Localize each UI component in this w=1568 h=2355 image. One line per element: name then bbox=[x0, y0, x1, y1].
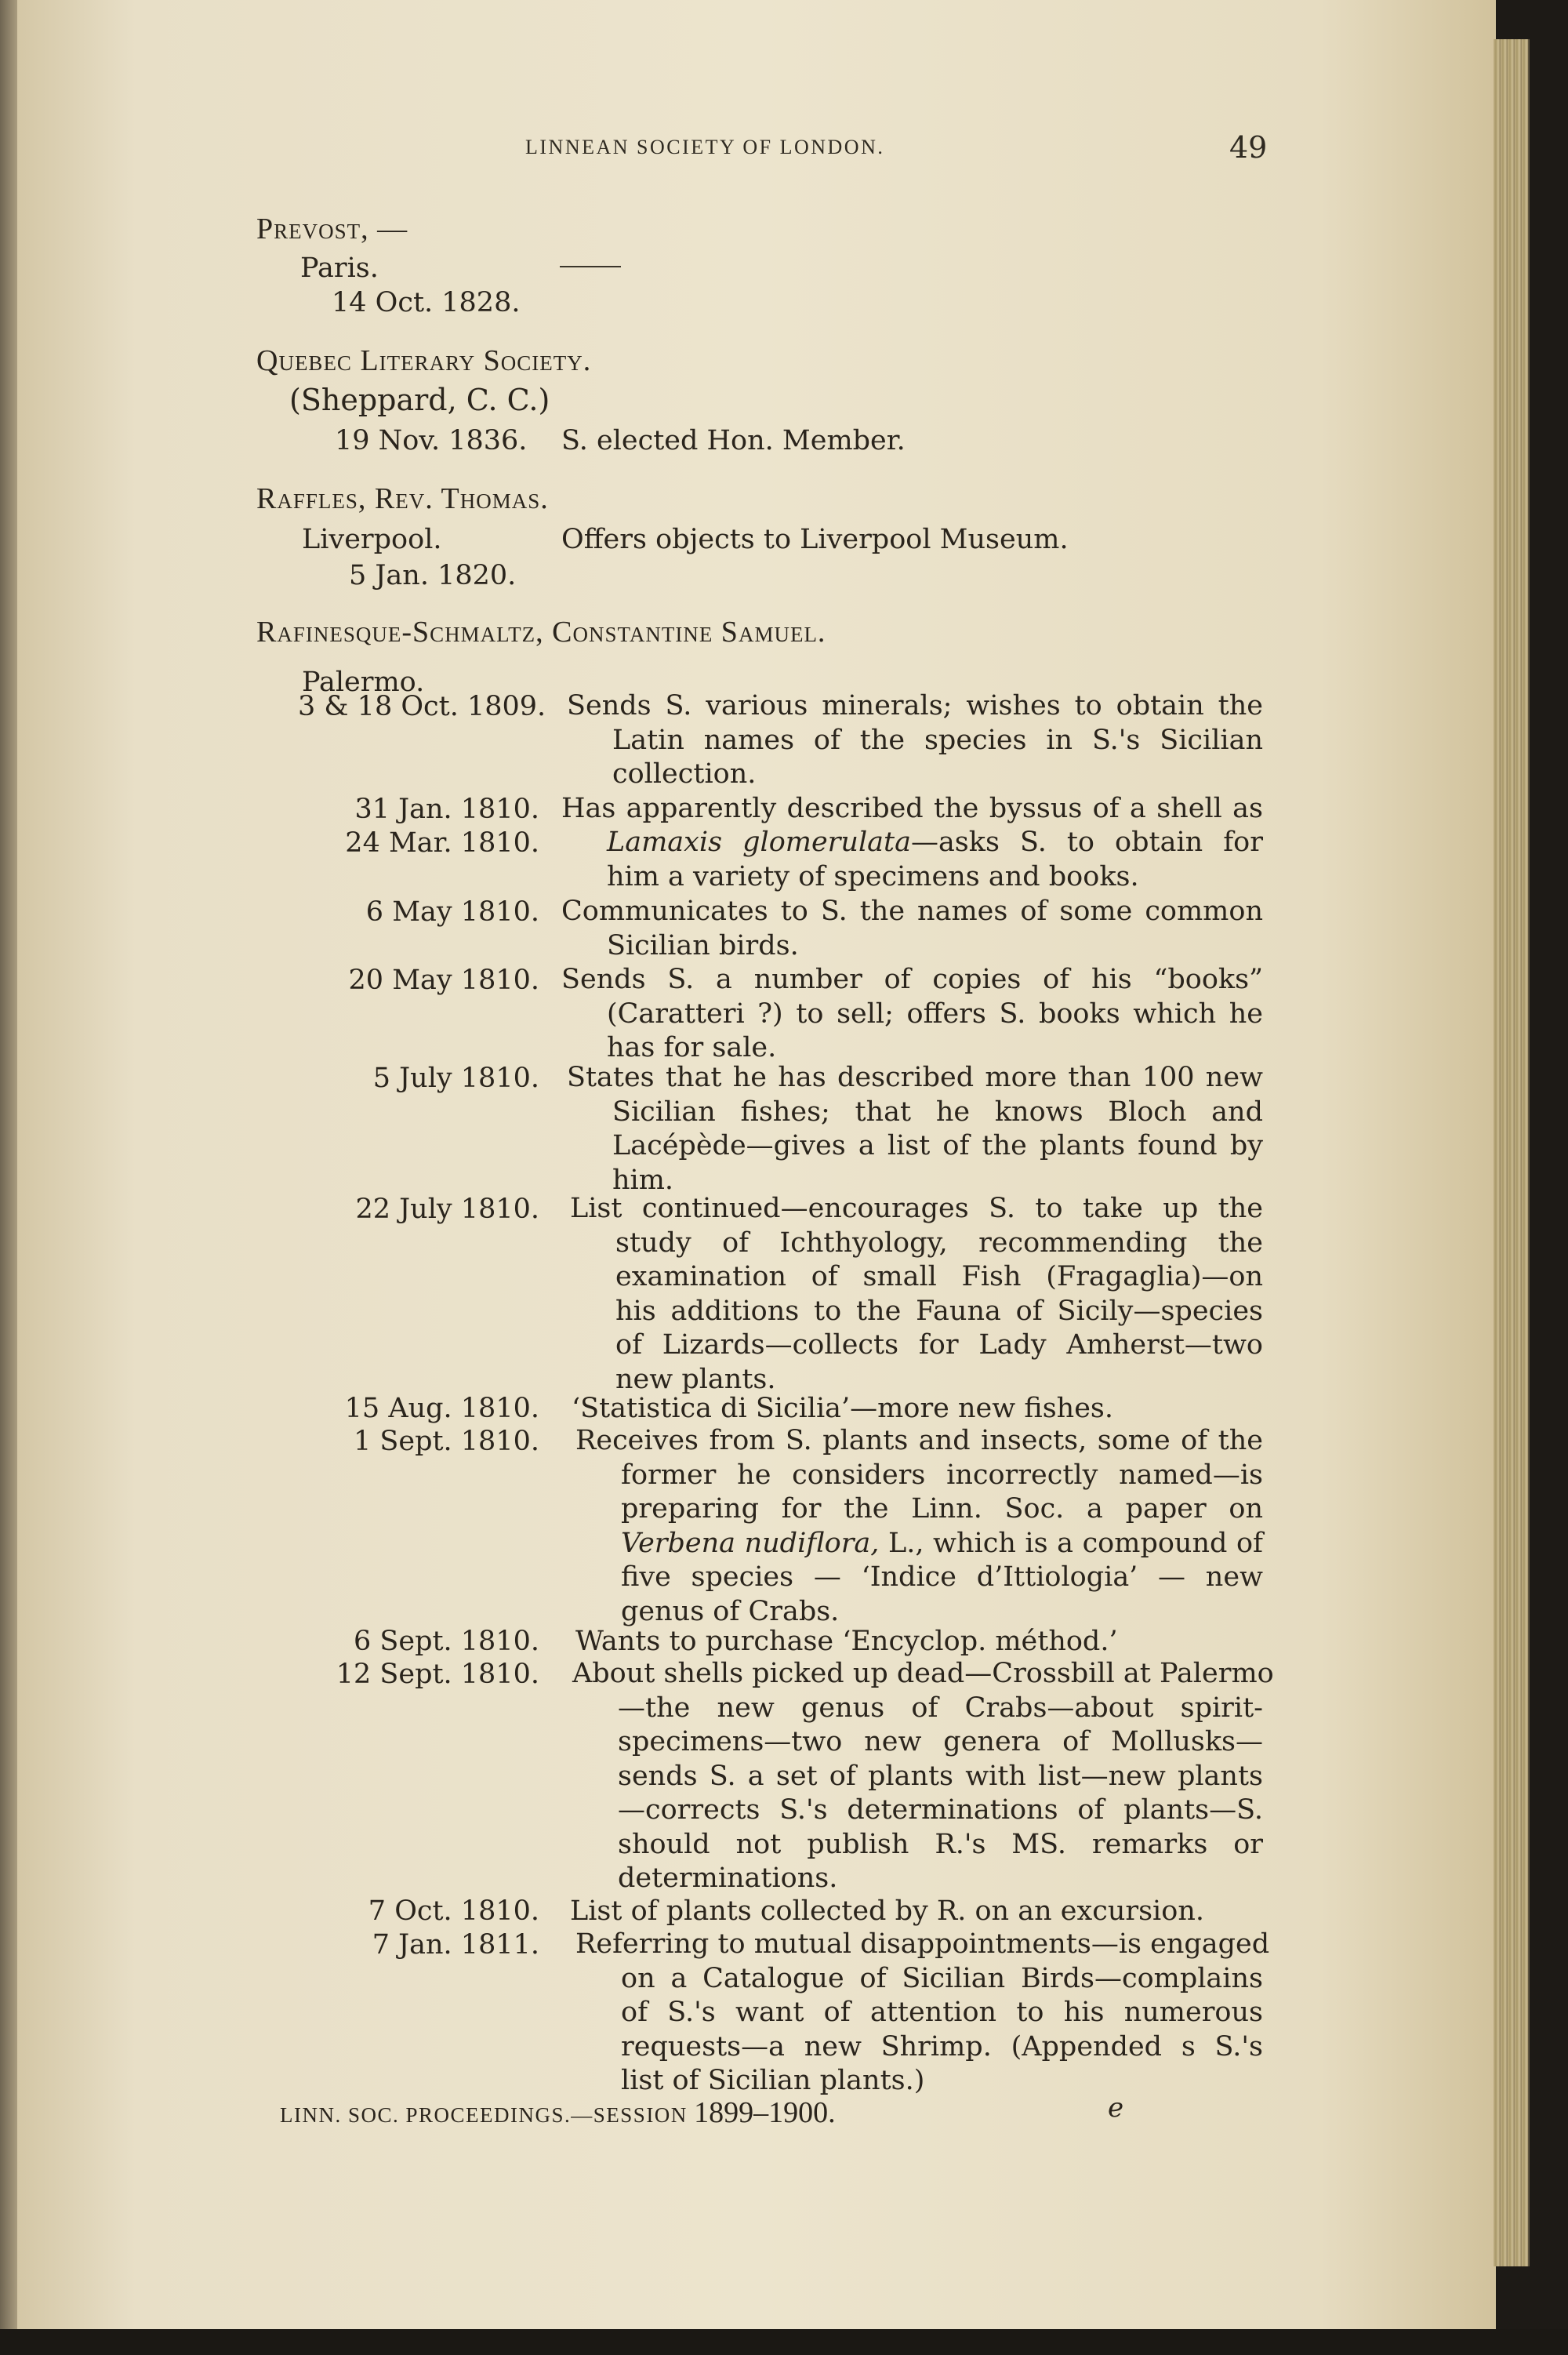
letter-text: Sends S. a number of copies of his “books” (Caratteri ?) to sell; offers S. books which he has for sale. bbox=[561, 964, 1263, 1063]
letter-text: Receives from S. plants and insects, some of the former he considers incorrectly named—is preparing for the Linn. Soc. a paper on Verbena nudiflora, L., which is a compound of five species — ‘Indice d’Ittiologia’ — new genus of Crabs. bbox=[575, 1425, 1263, 1627]
letter-date: 24 Mar. 1810. bbox=[345, 827, 539, 859]
letter-date: 7 Oct. 1810. bbox=[368, 1895, 539, 1927]
entry-rafinesque-place: Palermo. bbox=[302, 667, 425, 698]
page-footer bbox=[280, 2095, 836, 2130]
letter-date: 7 Jan. 1811. bbox=[372, 1929, 539, 1961]
letter-text: ‘Statistica di Sicilia’—more new fishes. bbox=[572, 1393, 1113, 1424]
entry-prevost-dash bbox=[560, 266, 621, 267]
entry-raffles-note: Offers objects to Liverpool Museum. bbox=[561, 524, 1069, 555]
entry-raffles-name: Raffles, Rev. Thomas. bbox=[256, 482, 549, 515]
entry-quebec-name: Quebec Literary Society. bbox=[256, 344, 592, 377]
letter-text: Lamaxis glomerulata—asks S. to obtain for him a variety of specimens and books. bbox=[607, 827, 1263, 892]
letter-date: 5 July 1810. bbox=[372, 1063, 539, 1094]
letter-text: States that he has described more than 100 new Sicilian fishes; that he knows Bloch and Lacépède—gives a list of the plants found by him. bbox=[567, 1062, 1263, 1196]
letter-date: 12 Sept. 1810. bbox=[336, 1659, 539, 1690]
binding-edge bbox=[0, 0, 17, 2355]
entry-raffles-date: 5 Jan. 1820. bbox=[349, 560, 517, 591]
book-cover-bottom bbox=[0, 2329, 1568, 2355]
letter-text: Has apparently described the byssus of a shell as bbox=[561, 793, 1263, 824]
entry-prevost-name: Prevost, — bbox=[256, 213, 408, 245]
footer-session: 1899–1900. bbox=[694, 2096, 836, 2129]
letter-text: List of plants collected by R. on an excursion. bbox=[570, 1895, 1204, 1927]
page-stack-edge bbox=[1494, 39, 1530, 2266]
footer-label: LINN. SOC. PROCEEDINGS.—SESSION bbox=[280, 2103, 688, 2127]
letter-text: Referring to mutual disappointments—is engaged on a Catalogue of Sicilian Birds—complains of S.'s want of attention to his numerous requests—a new Shrimp. (Appended s S.'s list of Sicilian plants.) bbox=[575, 1928, 1270, 2096]
entry-prevost-place: Paris. bbox=[300, 253, 379, 284]
letter-text: List continued—encourages S. to take up the study of Ichthyology, recommending the examination of small Fish (Fragaglia)—on his additions to the Fauna of Sicily—species of Lizards—collects for Lady Amherst—two new plants. bbox=[570, 1193, 1263, 1395]
letter-text: Wants to purchase ‘Encyclop. méthod.’ bbox=[575, 1626, 1118, 1657]
letter-text: Sends S. various minerals; wishes to obtain the Latin names of the species in S.'s Sicilian collection. bbox=[567, 690, 1263, 790]
entry-prevost-date: 14 Oct. 1828. bbox=[332, 287, 521, 318]
letter-date: 22 July 1810. bbox=[355, 1194, 539, 1225]
entry-rafinesque-name: Rafinesque-Schmaltz, Constantine Samuel. bbox=[256, 616, 826, 649]
letter-date: 15 Aug. 1810. bbox=[344, 1393, 539, 1424]
page-number: 49 bbox=[1229, 130, 1268, 165]
letter-date: 20 May 1810. bbox=[348, 965, 539, 996]
entry-quebec-sub: (Sheppard, C. C.) bbox=[289, 383, 550, 417]
letter-date: 3 & 18 Oct. 1809. bbox=[298, 691, 546, 722]
running-head: LINNEAN SOCIETY OF LONDON. bbox=[525, 136, 885, 158]
letter-date: 6 Sept. 1810. bbox=[353, 1626, 539, 1657]
letter-date: 31 Jan. 1810. bbox=[354, 794, 539, 825]
letter-text: Communicates to S. the names of some common Sicilian birds. bbox=[561, 896, 1263, 961]
letter-date: 6 May 1810. bbox=[365, 896, 539, 928]
letter-date: 1 Sept. 1810. bbox=[353, 1426, 539, 1457]
signature-mark: e bbox=[1108, 2092, 1124, 2124]
entry-quebec-date: 19 Nov. 1836. bbox=[335, 425, 528, 456]
entry-raffles-place: Liverpool. bbox=[302, 524, 442, 555]
entry-quebec-note: S. elected Hon. Member. bbox=[561, 425, 906, 456]
letter-text: About shells picked up dead—Crossbill at Palermo —the new genus of Crabs—about spirit- specimens—two new genera of Mollusks— sends S. a set of plants with list—new plants —corrects S.'s determinations of plants—S. should not publish R.'s MS. remarks or determinations. bbox=[572, 1658, 1274, 1894]
